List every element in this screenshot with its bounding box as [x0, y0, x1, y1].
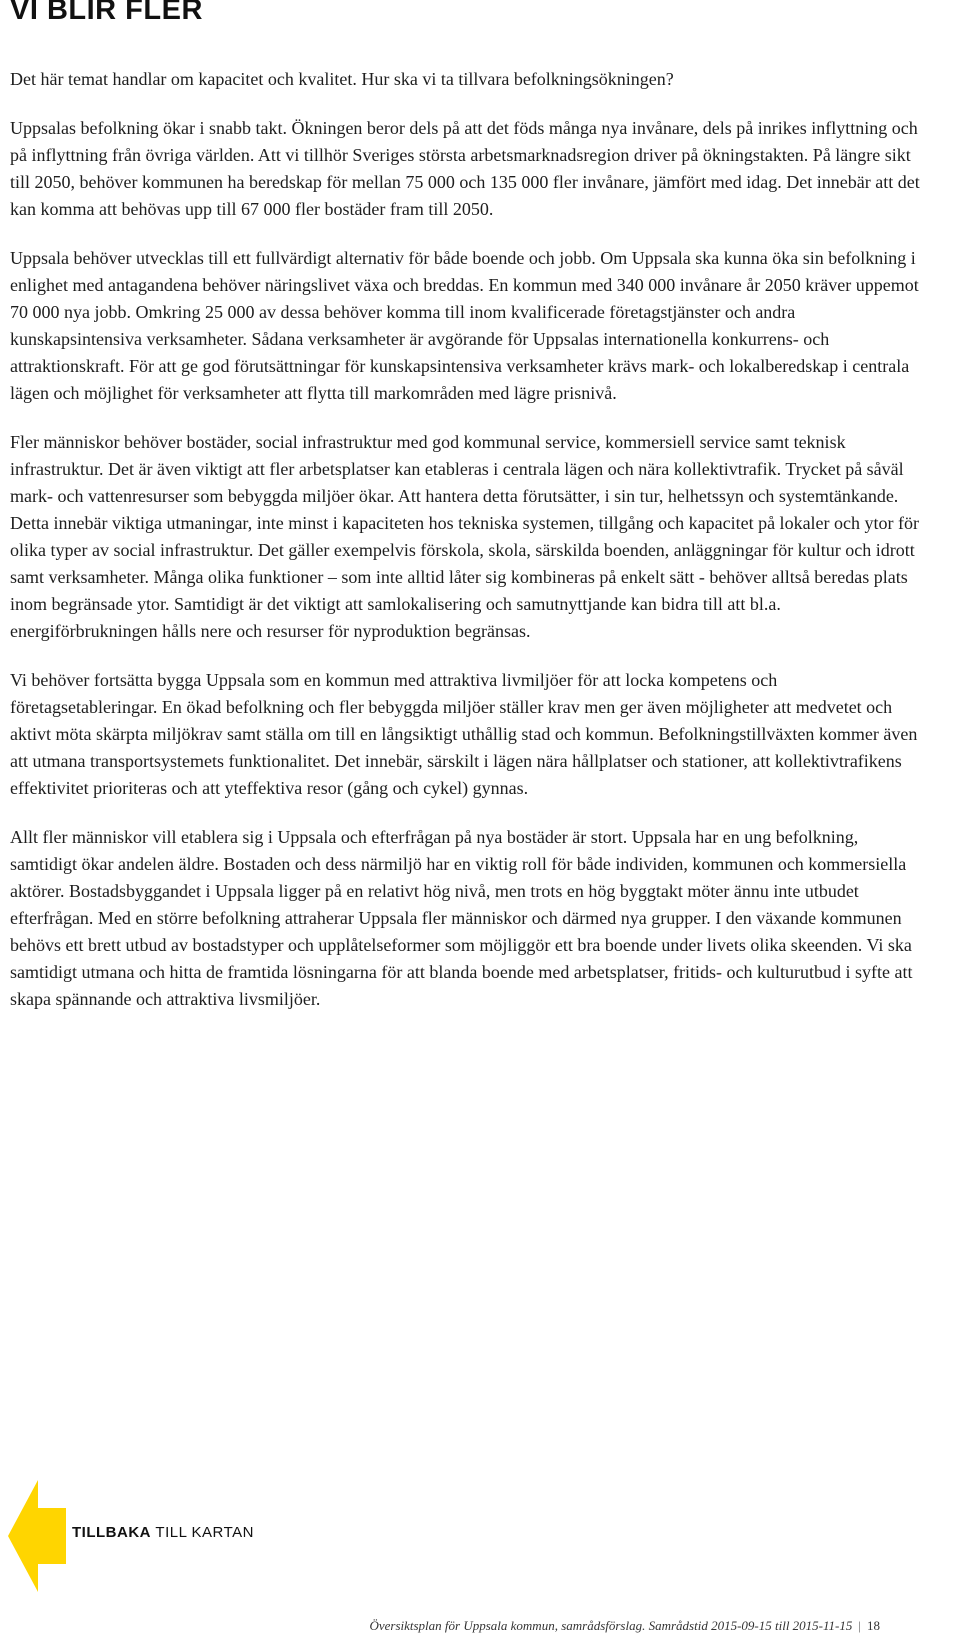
page-number: 18: [867, 1618, 880, 1633]
paragraph-infrastructure: Fler människor behöver bostäder, social infrastruktur med god kommunal service, kommersiell service samt teknisk infrastruktur. Det är även viktigt att fler arbetsplatser kan etableras i centrala lägen och nära kollektivtrafik. Trycket på såväl mark- och vattenresurser som bebyggda miljöer ökar. Att hantera detta förutsätter, i sin tur, helhetssyn och systemtänkande. Detta innebär viktiga utmaningar, inte minst i kapaciteten hos tekniska systemen, tillgång och kapacitet på lokaler och ytor för olika typer av social infrastruktur. Det gäller exempelvis förskola, skola, särskilda boenden, anläggningar för kultur och idrott samt verksamheter. Många olika funktioner – som inte alltid låter sig kombineras på enkelt sätt - behöver alltså beredas plats inom begränsade ytor. Samtidigt är det viktigt att samlokalisering och samutnyttjande kan bidra till att bl.a. energiförbrukningen hålls nere och resurser för nyproduktion begränsas.: [10, 432, 920, 641]
page-footer: [369, 1618, 880, 1634]
arrow-left-icon: [8, 1480, 68, 1592]
paragraph-living-environments: Vi behöver fortsätta bygga Uppsala som en kommun med attraktiva livmiljöer för att locka kompetens och företagsetableringar. En ökad befolkning och fler bebyggda miljöer ställer krav men ger även möjligheter att medvetet och aktivt möta skärpta miljökrav samt ställa om till en långsiktigt uthållig stad och kommun. Befolkningstillväxten kommer även att utmana transportsystemets funktionalitet. Det innebär, särskilt i lägen nära hållplatser och stationer, att kollektivtrafikens effektivitet prioriteras och att yteffektiva resor (gång och cykel) gynnas.: [10, 670, 918, 798]
main-content: [10, 66, 920, 1035]
back-button-label-rest: TILL KARTAN: [155, 1524, 254, 1541]
back-button-label: [72, 1524, 254, 1541]
paragraph-population-growth: Uppsalas befolkning ökar i snabb takt. Ökningen beror dels på att det föds många nya invånare, dels på inrikes inflyttning och på inflyttning från övriga världen. Att vi tillhör Sveriges största arbetsmarknadsregion driver på ökningstakten. På längre sikt till 2050, behöver kommunen ha beredskap för mellan 75 000 och 135 000 fler invånare, jämfört med idag. Det innebär att det kan komma att behövas upp till 67 000 fler bostäder fram till 2050.: [10, 118, 920, 219]
back-button-label-bold: TILLBAKA: [72, 1524, 151, 1541]
paragraph-intro: Det här temat handlar om kapacitet och kvalitet. Hur ska vi ta tillvara befolkningsökningen?: [10, 69, 674, 89]
paragraph-jobs: Uppsala behöver utvecklas till ett fullvärdigt alternativ för både boende och jobb. Om Uppsala ska kunna öka sin befolkning i enlighet med antagandena behöver näringslivet växa och breddas. En kommun med 340 000 invånare år 2050 kräver uppemot 70 000 nya jobb. Omkring 25 000 av dessa behöver komma till inom kvalificerade företagstjänster och andra kunskapsintensiva verksamheter. Sådana verksamheter är avgörande för Uppsalas internationella konkurrens- och attraktionskraft. För att ge god förutsättningar för kunskapsintensiva verksamheter krävs mark- och lokalberedskap i centrala lägen och möjlighet för verksamheter att flytta till markområden med lägre prisnivå.: [10, 248, 919, 403]
page-title: VI BLIR FLER: [10, 0, 203, 26]
paragraph-housing: Allt fler människor vill etablera sig i Uppsala och efterfrågan på nya bostäder är stort. Uppsala har en ung befolkning, samtidigt ökar andelen äldre. Bostaden och dess närmiljö har en viktig roll för både individen, kommunen och kommersiella aktörer. Bostadsbyggandet i Uppsala ligger på en relativt hög nivå, men trots en hög byggtakt möter ännu inte utbudet efterfrågan. Med en större befolkning attraherar Uppsala fler människor och därmed nya grupper. I den växande kommunen behövs ett brett utbud av bostadstyper och upplåtelseformer som möjliggör ett bra boende under livets olika skeenden. Vi ska samtidigt utmana och hitta de framtida lösningarna för att blanda boende med arbetsplatser, fritids- och kulturutbud i syfte att skapa spännande och attraktiva livsmiljöer.: [10, 827, 913, 1009]
footer-separator: |: [858, 1618, 861, 1633]
footer-document-title: Översiktsplan för Uppsala kommun, samrådsförslag. Samrådstid 2015-09-15 till 2015-11-15: [369, 1618, 853, 1633]
back-to-map-button[interactable]: [8, 1480, 268, 1592]
